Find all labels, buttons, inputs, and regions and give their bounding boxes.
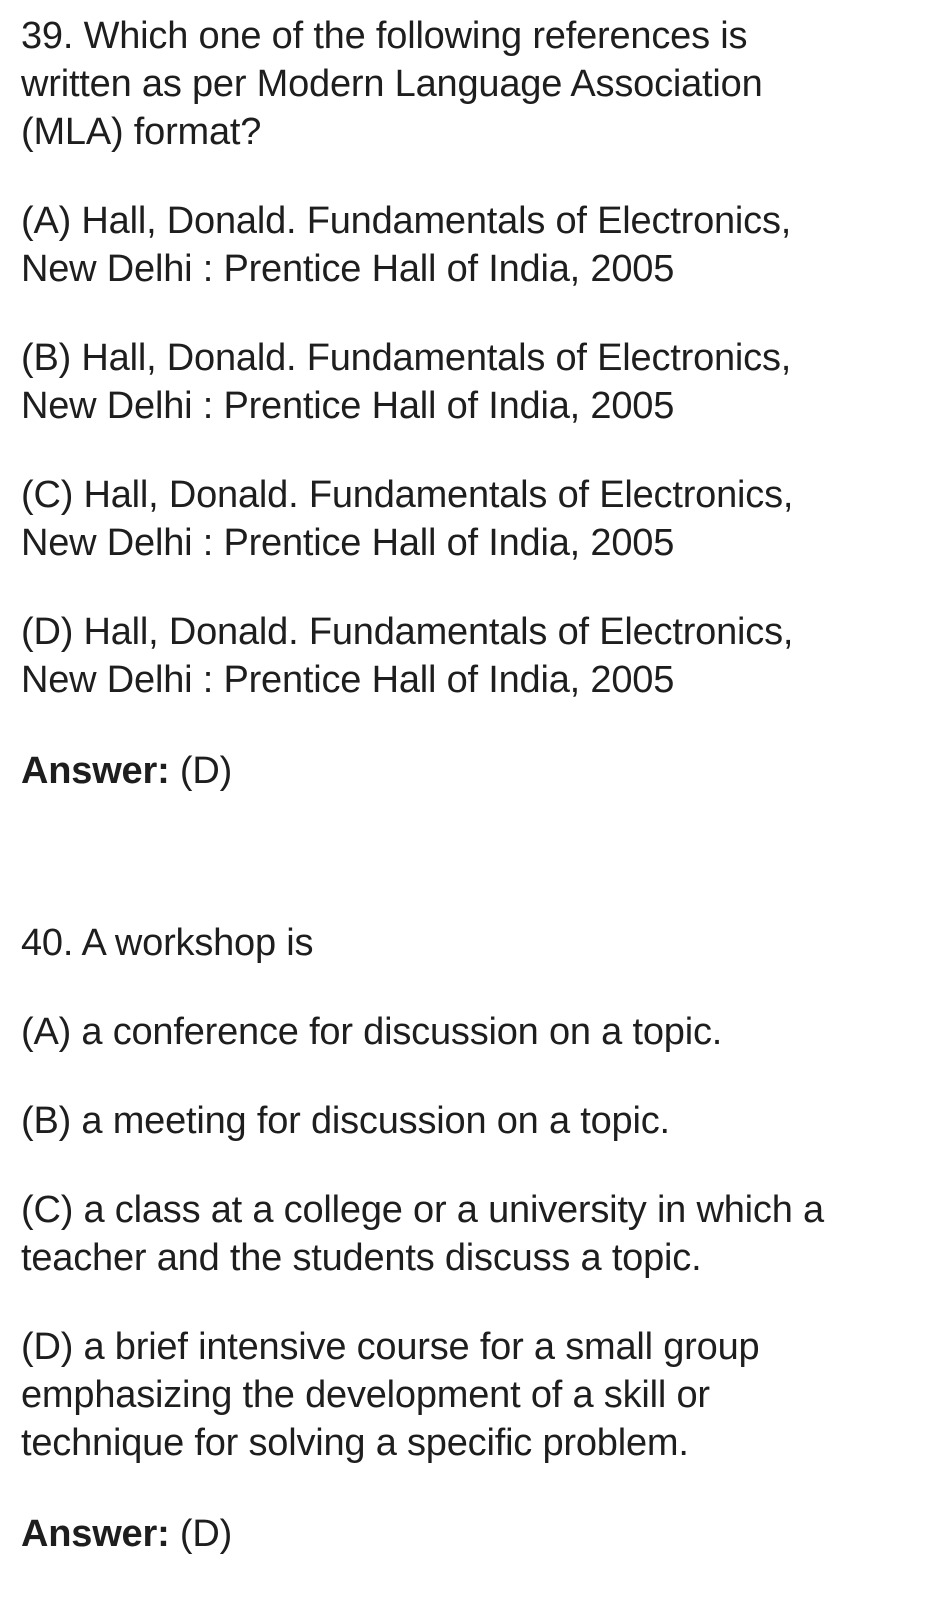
question-40-text — [21, 919, 911, 967]
option-line: (A) a conference for discussion on a topic. — [21, 1011, 723, 1053]
option-line: (D) Hall, Donald. Fundamentals of Electronics, — [21, 611, 794, 653]
question-line: 39. Which one of the following references is — [21, 15, 748, 57]
q40-option-b — [21, 1097, 911, 1145]
q39-option-c — [21, 471, 911, 567]
question-39-text — [21, 12, 911, 156]
q39-option-b — [21, 334, 911, 430]
answer-value: (D) — [169, 750, 233, 792]
option-line: New Delhi : Prentice Hall of India, 2005 — [21, 248, 675, 290]
q40-option-d — [21, 1323, 911, 1467]
q40-option-a — [21, 1008, 911, 1056]
q40-option-c — [21, 1186, 911, 1282]
option-line: New Delhi : Prentice Hall of India, 2005 — [21, 522, 675, 564]
question-line: written as per Modern Language Association — [21, 63, 763, 105]
option-line: (C) Hall, Donald. Fundamentals of Electronics, — [21, 474, 794, 516]
q40-answer — [21, 1510, 911, 1558]
option-line: (D) a brief intensive course for a small group — [21, 1326, 760, 1368]
q39-answer — [21, 747, 911, 795]
option-line: technique for solving a specific problem. — [21, 1422, 689, 1464]
answer-value: (D) — [169, 1513, 233, 1555]
document-page — [21, 12, 911, 1558]
option-line: (B) a meeting for discussion on a topic. — [21, 1100, 670, 1142]
question-line: (MLA) format? — [21, 111, 262, 153]
option-line: New Delhi : Prentice Hall of India, 2005 — [21, 385, 675, 427]
answer-label: Answer: — [21, 750, 170, 792]
option-line: (A) Hall, Donald. Fundamentals of Electronics, — [21, 200, 792, 242]
option-line: teacher and the students discuss a topic. — [21, 1237, 702, 1279]
q39-option-a — [21, 197, 911, 293]
option-line: New Delhi : Prentice Hall of India, 2005 — [21, 659, 675, 701]
option-line: (B) Hall, Donald. Fundamentals of Electronics, — [21, 337, 792, 379]
option-line: emphasizing the development of a skill or — [21, 1374, 710, 1416]
question-line: 40. A workshop is — [21, 922, 314, 964]
option-line: (C) a class at a college or a university in which a — [21, 1189, 824, 1231]
q39-option-d — [21, 608, 911, 704]
answer-label: Answer: — [21, 1513, 170, 1555]
